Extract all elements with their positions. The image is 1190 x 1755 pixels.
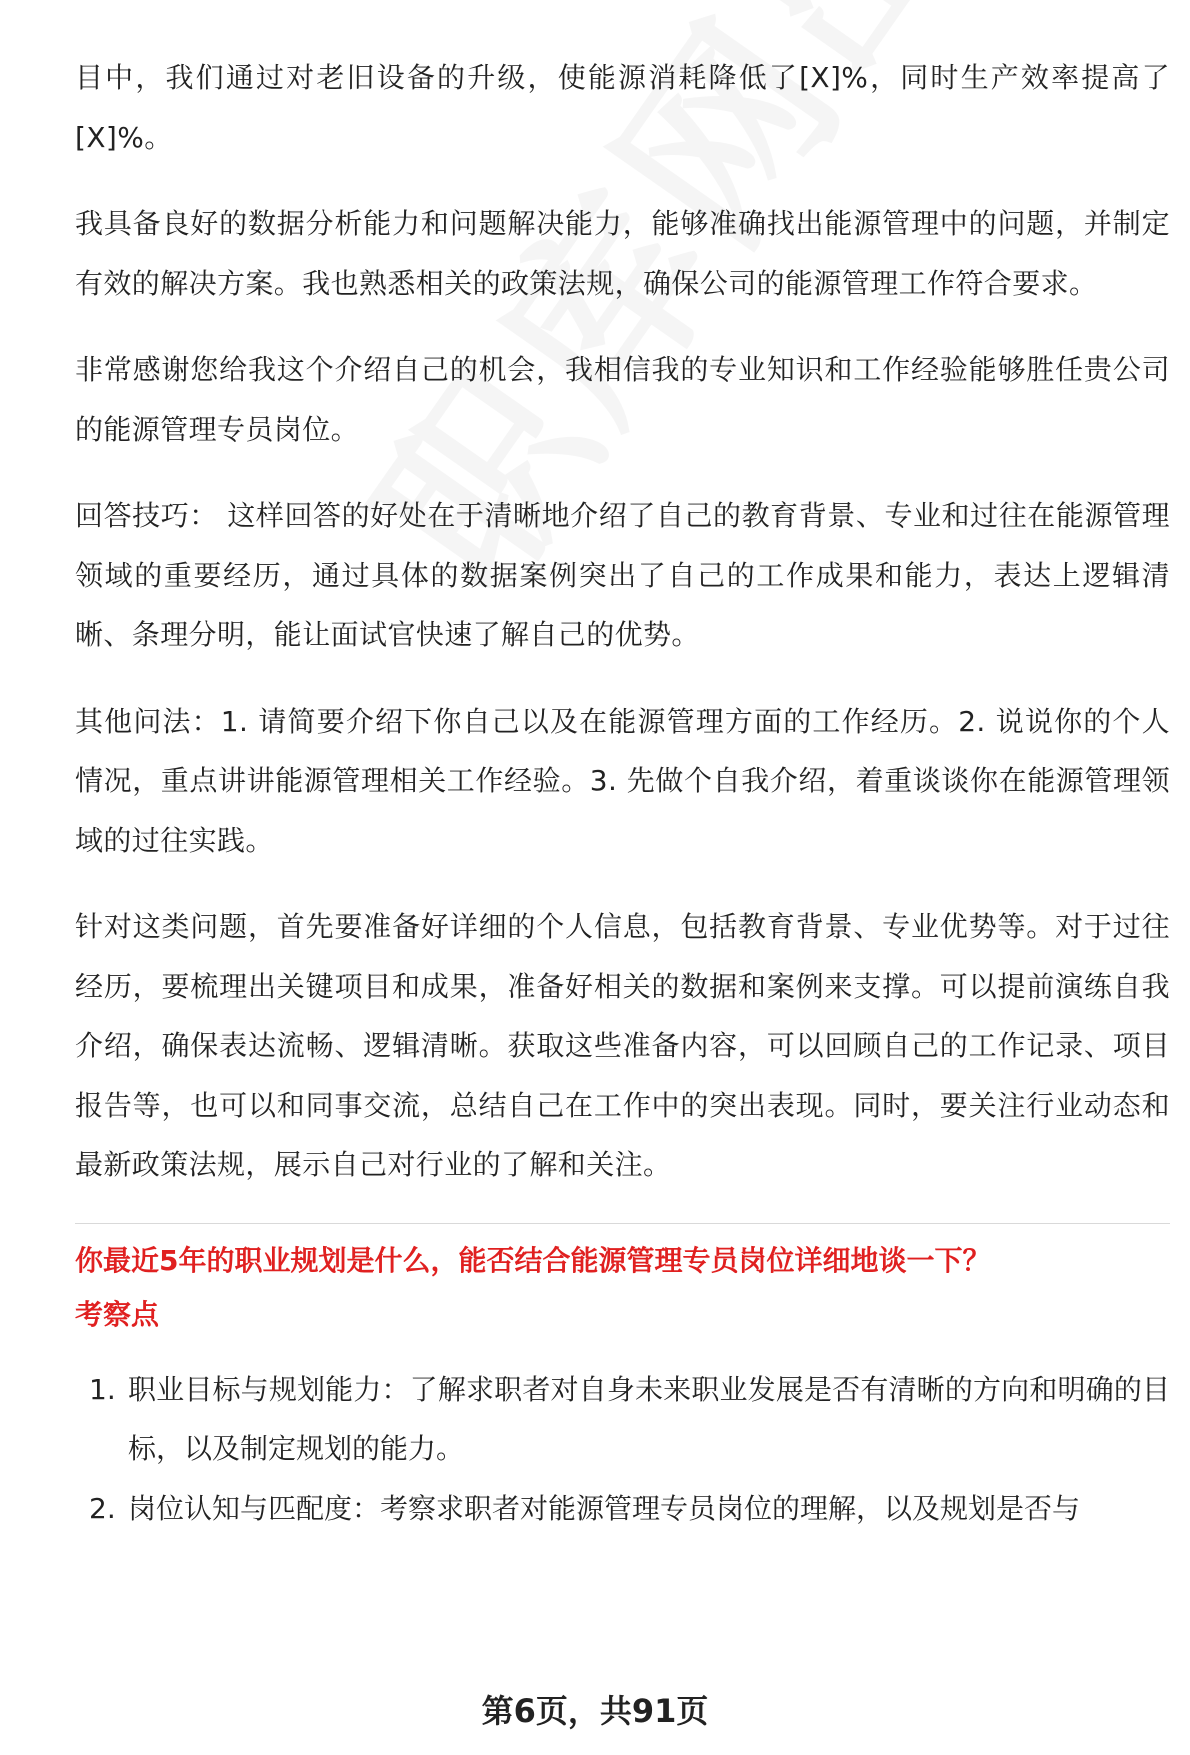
paragraph: 我具备良好的数据分析能力和问题解决能力，能够准确找出能源管理中的问题，并制定有效的解决方案。我也熟悉相关的政策法规，确保公司的能源管理工作符合要求。: [75, 207, 1170, 300]
list-item-number: 1.: [89, 1372, 116, 1406]
answer-tips-paragraph: 回答技巧： 这样回答的好处在于清晰地介绍了自己的教育背景、专业和过往在能源管理领域的重要经历，通过具体的数据案例突出了自己的工作成果和能力，表达上逻辑清晰、条理分明，能让面试官快速了解自己的优势。: [75, 499, 1170, 651]
list-item: [75, 1360, 1170, 1479]
document-page: [75, 48, 1170, 1538]
paragraph: 非常感谢您给我这个介绍自己的机会，我相信我的专业知识和工作经验能够胜任贵公司的能源管理专员岗位。: [75, 353, 1170, 446]
other-phrasings-paragraph: 其他问法：1. 请简要介绍下你自己以及在能源管理方面的工作经历。2. 说说你的个人情况，重点讲讲能源管理相关工作经验。3. 先做个自我介绍，着重谈谈你在能源管理领域的过往实践。: [75, 704, 1170, 857]
paragraph: 目中，我们通过对老旧设备的升级，使能源消耗降低了[X]%，同时生产效率提高了[X]%。: [75, 61, 1170, 154]
section-divider: [75, 1223, 1170, 1224]
list-item-text: 职业目标与规划能力：了解求职者对自身未来职业发展是否有清晰的方向和明确的目标，以及制定规划的能力。: [128, 1372, 1170, 1465]
list-item-number: 2.: [89, 1491, 116, 1525]
assessment-points-heading: 考察点: [75, 1297, 160, 1331]
list-item: [75, 1479, 1170, 1539]
question-heading: 你最近5年的职业规划是什么，能否结合能源管理专员岗位详细地谈一下？: [75, 1243, 991, 1277]
page-footer: 第6页，共91页: [481, 1692, 709, 1730]
preparation-paragraph: 针对这类问题，首先要准备好详细的个人信息，包括教育背景、专业优势等。对于过往经历，要梳理出关键项目和成果，准备好相关的数据和案例来支撑。可以提前演练自我介绍，确保表达流畅、逻辑清晰。获取这些准备内容，可以回顾自己的工作记录、项目报告等，也可以和同事交流，总结自己在工作中的突出表现。同时，要关注行业动态和最新政策法规，展示自己对行业的了解和关注。: [75, 910, 1170, 1181]
assessment-points-list: [75, 1360, 1170, 1539]
list-item-text: 岗位认知与匹配度：考察求职者对能源管理专员岗位的理解，以及规划是否与: [128, 1491, 1081, 1525]
